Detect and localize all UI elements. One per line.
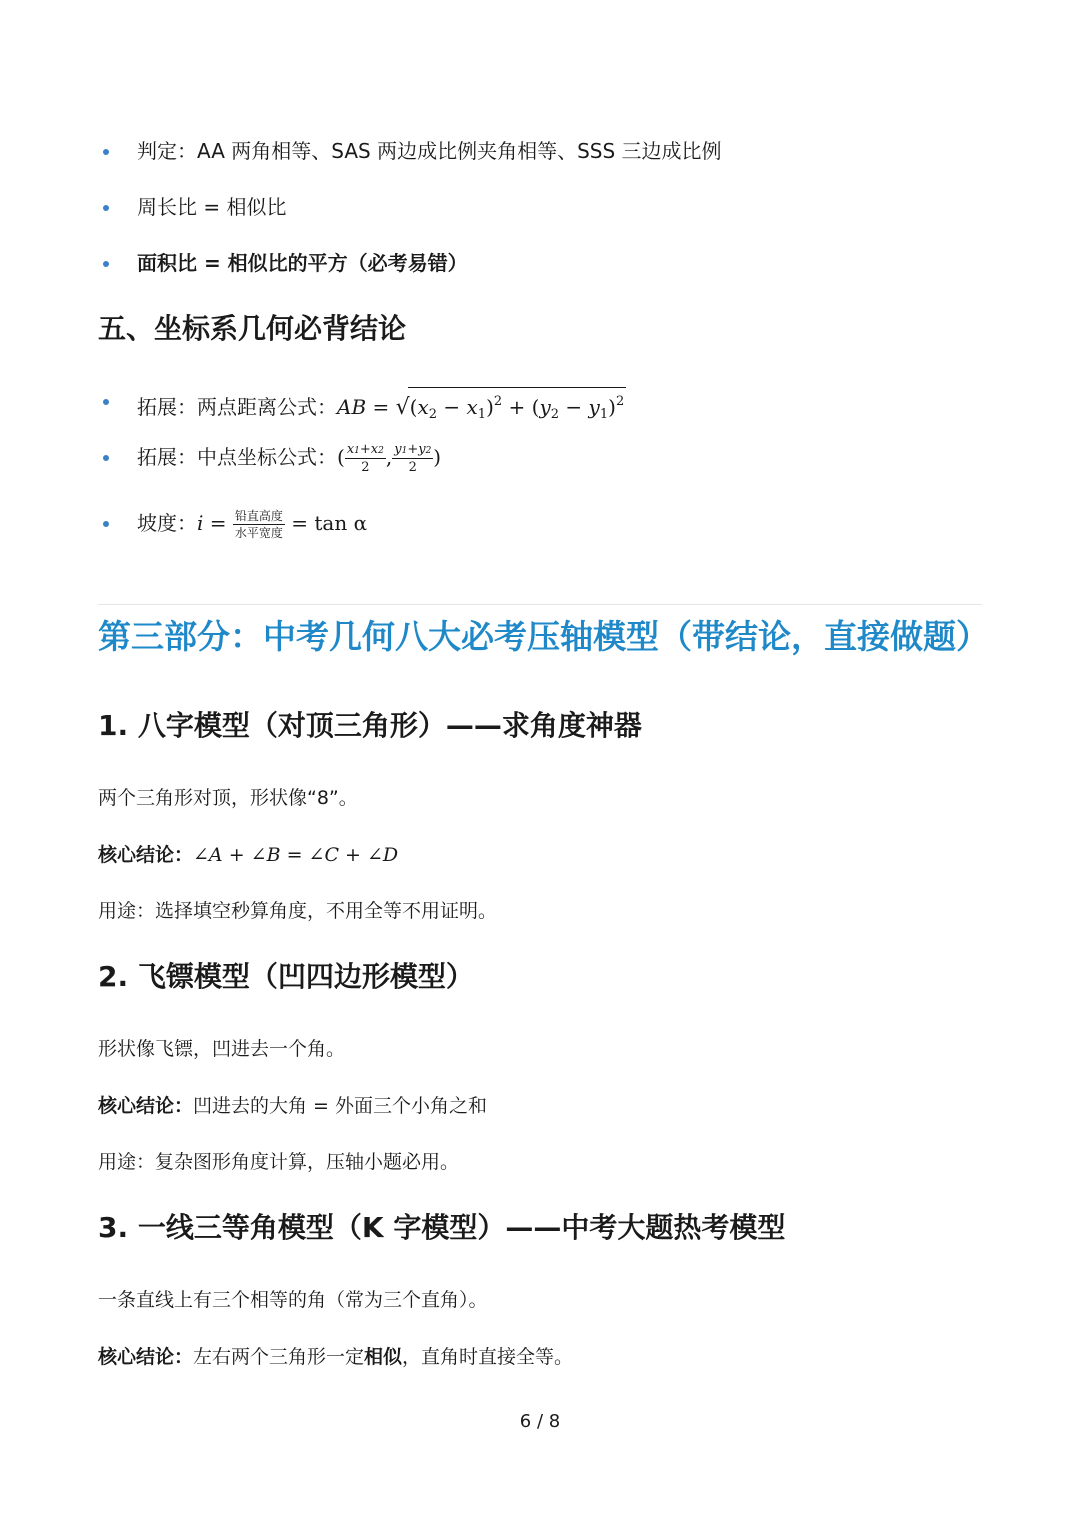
model-3-heading: 3. 一线三等角模型（K 字模型）——中考大题热考模型 bbox=[98, 1211, 786, 1244]
list-item-slope-formula bbox=[137, 509, 367, 539]
bullet bbox=[103, 205, 109, 211]
conclusion-text: 凹进去的大角 = 外面三个小角之和 bbox=[193, 1095, 488, 1117]
formula-label: 拓展：中点坐标公式： bbox=[137, 445, 337, 469]
conclusion-text: 左右两个三角形一定 bbox=[193, 1346, 365, 1368]
conclusion-label: 核心结论： bbox=[98, 1095, 194, 1117]
slope-rhs: = tan α bbox=[291, 511, 368, 535]
list-item-midpoint-formula bbox=[137, 443, 441, 474]
model-2-heading: 2. 飞镖模型（凹四边形模型） bbox=[98, 960, 474, 993]
list-item-distance-formula bbox=[137, 387, 626, 429]
formula-label: 坡度： bbox=[137, 511, 197, 535]
model-2-description: 形状像飞镖，凹进去一个角。 bbox=[98, 1038, 346, 1060]
list-item-criteria: 判定：AA 两角相等、SAS 两边成比例夹角相等、SSS 三边成比例 bbox=[137, 139, 722, 163]
list-item-area-ratio: 面积比 = 相似比的平方（必考易错） bbox=[137, 251, 468, 275]
angle-formula: ∠A + ∠B = ∠C + ∠D bbox=[193, 844, 399, 866]
section-heading: 五、坐标系几何必背结论 bbox=[98, 312, 407, 345]
model-3-description: 一条直线上有三个相等的角（常为三个直角）。 bbox=[98, 1289, 488, 1311]
midpoint-formula: ( $\frac{x1+x2}{2}$ , $\frac{y1+y2}{2}$ ) bbox=[337, 442, 442, 475]
part-title: 第三部分：中考几何八大必考压轴模型（带结论，直接做题） bbox=[98, 617, 989, 656]
slope-formula: i = $\frac{\text{铅直高度}}{\text{水平宽度}}$ = tan α bbox=[197, 509, 368, 540]
conclusion-label: 核心结论： bbox=[98, 1346, 194, 1368]
bullet bbox=[103, 399, 109, 405]
conclusion-emphasis: 相似 bbox=[364, 1346, 403, 1368]
model-2-conclusion bbox=[98, 1092, 487, 1120]
distance-formula: AB = $√(x_2 - x_1)^2 + (y_2 - y_1)^2$ bbox=[337, 395, 626, 419]
bullet bbox=[103, 149, 109, 155]
model-3-conclusion bbox=[98, 1343, 573, 1371]
model-2-usage: 用途：复杂图形角度计算，压轴小题必用。 bbox=[98, 1151, 460, 1173]
fraction-denominator: 水平宽度 bbox=[234, 526, 283, 540]
model-1-heading: 1. 八字模型（对顶三角形）——求角度神器 bbox=[98, 709, 642, 742]
divider bbox=[98, 604, 982, 605]
conclusion-text: ，直角时直接全等。 bbox=[402, 1346, 574, 1368]
bullet bbox=[103, 455, 109, 461]
model-1-description: 两个三角形对顶，形状像“8”。 bbox=[98, 787, 358, 809]
model-1-usage: 用途：选择填空秒算角度，不用全等不用证明。 bbox=[98, 900, 498, 922]
fraction-numerator: 铅直高度 bbox=[234, 509, 283, 523]
bullet bbox=[103, 261, 109, 267]
model-1-conclusion bbox=[98, 841, 398, 869]
list-item-perimeter-ratio: 周长比 = 相似比 bbox=[137, 195, 287, 219]
conclusion-label: 核心结论： bbox=[98, 844, 194, 866]
page-number: 6 / 8 bbox=[519, 1411, 561, 1432]
bullet bbox=[103, 521, 109, 527]
formula-label: 拓展：两点距离公式： bbox=[137, 395, 337, 419]
